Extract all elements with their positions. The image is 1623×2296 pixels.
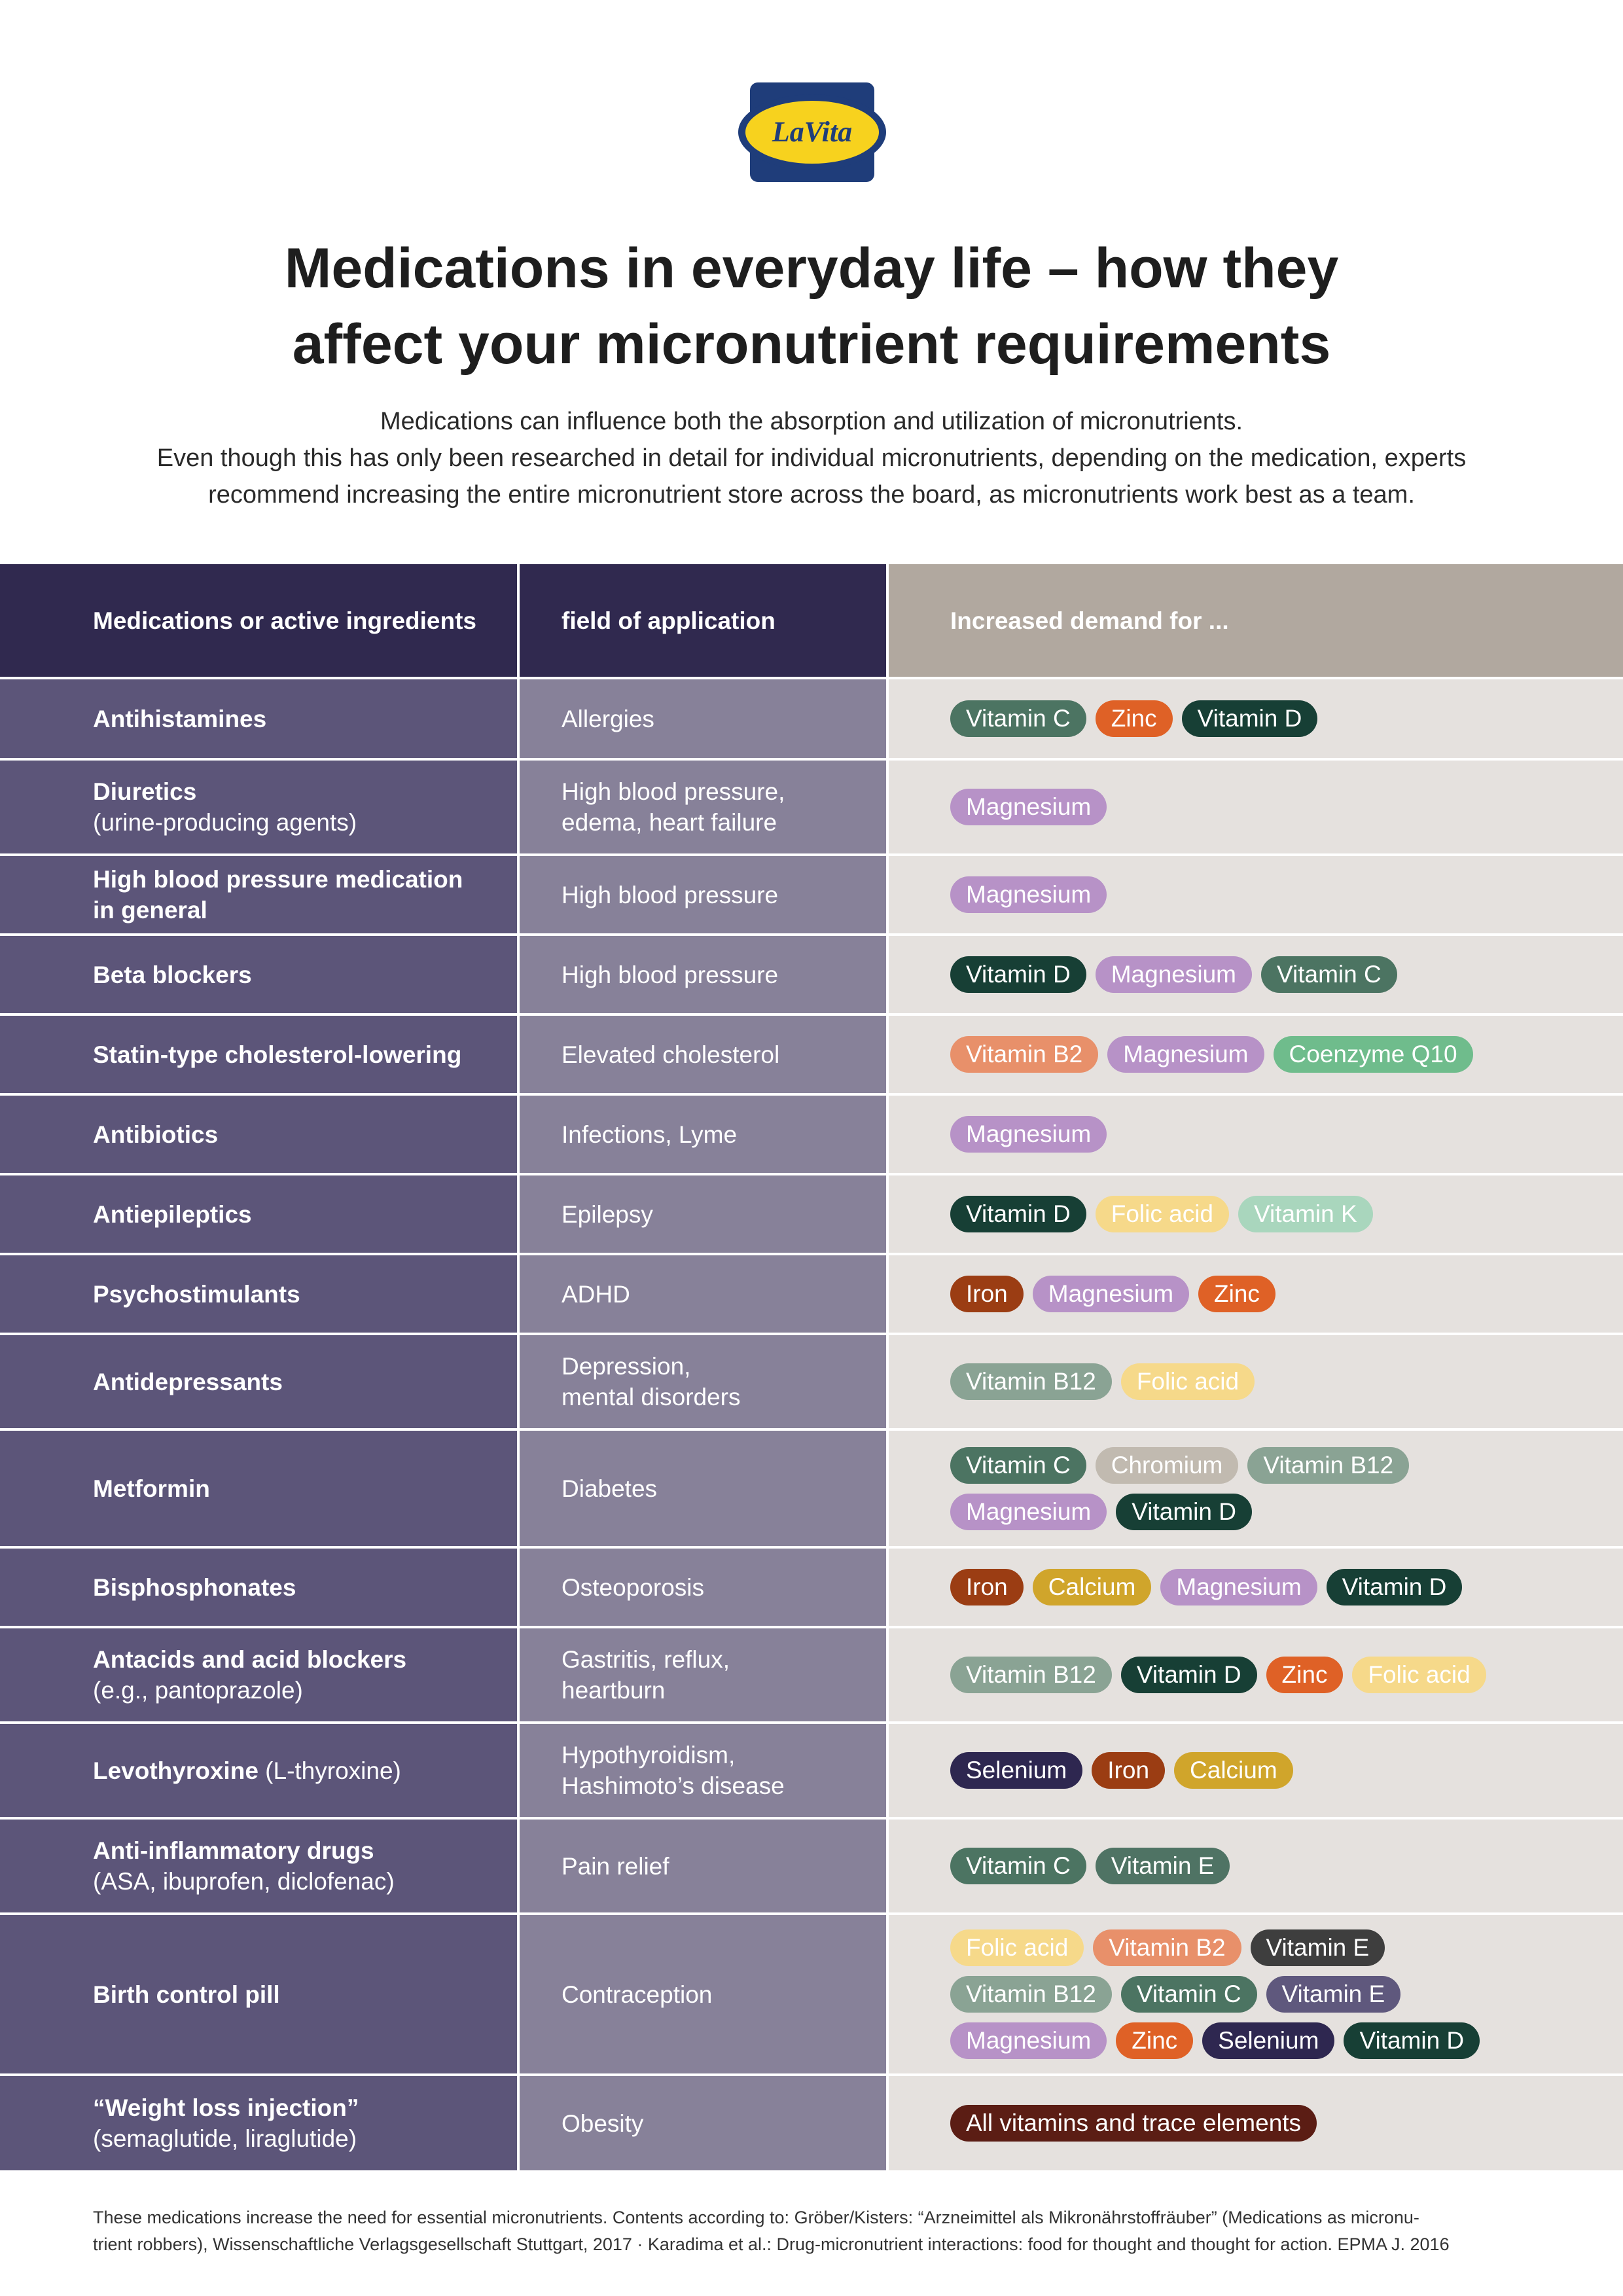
table-row (0, 1096, 1623, 1175)
medication-cell (0, 1431, 517, 1546)
medication-name: Statin-type cholesterol-lowering (93, 1041, 462, 1068)
demand-cell (889, 1724, 1623, 1817)
medication-name: Antibiotics (93, 1121, 219, 1148)
field-cell (517, 1255, 889, 1333)
demand-cell (889, 1016, 1623, 1093)
medication-name: Beta blockers (93, 961, 252, 988)
medication-cell (0, 1549, 517, 1626)
medication-cell (0, 1820, 517, 1912)
medication-name: High blood pressure medication in general (93, 866, 463, 924)
nutrient-pill: Zinc (1198, 1276, 1275, 1312)
field-of-application: Elevated cholesterol (562, 1041, 780, 1068)
medication-cell (0, 1724, 517, 1817)
table-row (0, 1628, 1623, 1724)
intro-line-1: Medications can influence both the absorption and utilization of micronutrients. (380, 408, 1243, 435)
nutrient-pill: Magnesium (1096, 956, 1252, 993)
medication-note: (urine-producing agents) (93, 809, 357, 836)
logo-graphic (738, 77, 886, 187)
demand-cell (889, 1915, 1623, 2073)
field-of-application: Diabetes (562, 1475, 658, 1502)
nutrient-pill: Vitamin D (1121, 1657, 1257, 1693)
nutrient-pill: Vitamin C (950, 1447, 1086, 1484)
field-of-application: Allergies (562, 705, 654, 732)
field-of-application: ADHD (562, 1280, 630, 1308)
field-of-application: High blood pressure (562, 881, 779, 908)
field-cell (517, 1335, 889, 1428)
medication-cell (0, 856, 517, 933)
nutrient-pill-list (950, 2105, 1603, 2142)
medication-line (93, 1755, 504, 1786)
medication-name: Metformin (93, 1475, 210, 1502)
nutrient-pill: Magnesium (1160, 1569, 1317, 1605)
nutrient-pill: Vitamin C (950, 1848, 1086, 1884)
medication-cell (0, 1016, 517, 1093)
nutrient-pill: Magnesium (950, 2022, 1107, 2059)
field-cell (517, 936, 889, 1013)
nutrient-pill-list (950, 1036, 1603, 1073)
header-field: field of application (517, 564, 889, 677)
medication-name: Antidepressants (93, 1368, 283, 1395)
nutrient-pill: Vitamin D (950, 1196, 1086, 1232)
table-row (0, 2076, 1623, 2170)
nutrient-pill: Magnesium (1033, 1276, 1189, 1312)
nutrient-pill: Vitamin D (1344, 2022, 1480, 2059)
field-cell (517, 761, 889, 853)
field-cell (517, 1628, 889, 1721)
nutrient-pill: Coenzyme Q10 (1274, 1036, 1473, 1073)
nutrient-pill: Calcium (1174, 1752, 1293, 1789)
field-of-application: Depression, mental disorders (562, 1353, 741, 1410)
nutrient-pill-list (950, 789, 1603, 825)
nutrient-pill: Calcium (1033, 1569, 1152, 1605)
table-row (0, 1915, 1623, 2076)
medication-cell (0, 2076, 517, 2170)
nutrient-pill: Vitamin E (1096, 1848, 1230, 1884)
demand-cell (889, 761, 1623, 853)
page-title (0, 230, 1623, 382)
field-of-application: High blood pressure, edema, heart failure (562, 778, 785, 836)
nutrient-pill: Vitamin D (1116, 1494, 1252, 1530)
field-cell (517, 679, 889, 758)
demand-cell (889, 1431, 1623, 1546)
medication-name: Bisphosphonates (93, 1573, 296, 1601)
field-cell (517, 2076, 889, 2170)
medication-cell (0, 1628, 517, 1721)
medication-name: Antihistamines (93, 705, 267, 732)
medication-cell (0, 679, 517, 758)
nutrient-pill: Vitamin D (1327, 1569, 1463, 1605)
intro-line-3: recommend increasing the entire micronutrient store across the board, as micronutrients work best as a team. (208, 481, 1415, 509)
nutrient-pill: Magnesium (950, 789, 1107, 825)
field-of-application: High blood pressure (562, 961, 779, 988)
nutrient-pill-list (950, 1196, 1603, 1232)
field-of-application: Obesity (562, 2109, 644, 2137)
field-cell (517, 856, 889, 933)
nutrient-pill: Folic acid (1121, 1363, 1255, 1400)
nutrient-pill-list (950, 956, 1603, 993)
field-of-application: Osteoporosis (562, 1573, 704, 1601)
nutrient-pill: Zinc (1266, 1657, 1344, 1693)
footer-line-1: These medications increase the need for essential micronutrients. Contents according to: Gröber/Kisters: “Arzneimittel als Mikronährstoffräuber” (Medications as micronu- (93, 2208, 1419, 2227)
field-cell (517, 1431, 889, 1546)
title-line-1: Medications in everyday life – how they (284, 237, 1339, 300)
nutrient-pill-list (950, 1752, 1603, 1789)
nutrient-pill: Folic acid (1096, 1196, 1229, 1232)
table-row (0, 679, 1623, 761)
medication-cell (0, 1175, 517, 1253)
demand-cell (889, 1335, 1623, 1428)
medication-name: Diuretics (93, 778, 197, 805)
medication-name: Antacids and acid blockers (93, 1646, 407, 1673)
field-cell (517, 1549, 889, 1626)
nutrient-pill-list (950, 1363, 1603, 1400)
field-of-application: Contraception (562, 1981, 713, 2008)
nutrient-pill: Magnesium (950, 1494, 1107, 1530)
demand-cell (889, 856, 1623, 933)
nutrient-pill-list (950, 1657, 1603, 1693)
nutrient-pill-list (950, 1276, 1603, 1312)
header-demand: Increased demand for ... (889, 564, 1623, 677)
nutrient-pill: Vitamin B12 (1247, 1447, 1409, 1484)
header-medication: Medications or active ingredients (0, 564, 517, 677)
nutrient-pill: Vitamin D (950, 956, 1086, 993)
medication-name: Birth control pill (93, 1981, 280, 2008)
field-cell (517, 1820, 889, 1912)
nutrient-pill: Vitamin B12 (950, 1657, 1112, 1693)
nutrient-pill: Vitamin C (1121, 1976, 1257, 2013)
demand-cell (889, 1820, 1623, 1912)
nutrient-pill-list (950, 1569, 1603, 1605)
footer-sources (93, 2204, 1598, 2258)
nutrient-pill: Chromium (1096, 1447, 1239, 1484)
nutrient-pill: Selenium (1202, 2022, 1334, 2059)
demand-cell (889, 2076, 1623, 2170)
field-of-application: Gastritis, reflux, heartburn (562, 1646, 730, 1704)
field-of-application: Hypothyroidism, Hashimoto’s disease (562, 1742, 785, 1799)
nutrient-pill: Vitamin E (1251, 1929, 1385, 1966)
nutrient-pill: Vitamin D (1182, 700, 1318, 737)
nutrient-pill: Folic acid (950, 1929, 1084, 1966)
nutrient-pill: Folic acid (1352, 1657, 1486, 1693)
nutrient-pill: Vitamin B12 (950, 1976, 1112, 2013)
table-row (0, 1724, 1623, 1820)
table-row (0, 1016, 1623, 1096)
nutrient-pill: Vitamin B2 (950, 1036, 1098, 1073)
medication-note: (e.g., pantoprazole) (93, 1677, 303, 1704)
table-header-row (0, 564, 1623, 679)
footer-line-2: trient robbers), Wissenschaftliche Verlagsgesellschaft Stuttgart, 2017 · Karadima et al.: Drug-micronutrient interactions: food for thought and thought for action. EPMA J. 2016 (93, 2234, 1450, 2254)
nutrient-pill: Zinc (1116, 2022, 1193, 2059)
intro-line-2: Even though this has only been researched in detail for individual micronutrients, depending on the medication, experts (156, 444, 1467, 472)
nutrient-pill: Vitamin E (1266, 1976, 1401, 2013)
nutrient-pill-list (950, 700, 1603, 737)
demand-cell (889, 1175, 1623, 1253)
table-row (0, 1255, 1623, 1335)
medication-table (0, 564, 1623, 2170)
title-line-2: affect your micronutrient requirements (292, 313, 1331, 376)
nutrient-pill: Magnesium (950, 876, 1107, 913)
field-of-application: Pain relief (562, 1852, 669, 1880)
medication-cell (0, 761, 517, 853)
field-cell (517, 1016, 889, 1093)
nutrient-pill: All vitamins and trace elements (950, 2105, 1317, 2142)
demand-cell (889, 679, 1623, 758)
nutrient-pill: Zinc (1096, 700, 1173, 737)
field-cell (517, 1915, 889, 2073)
nutrient-pill: Iron (950, 1569, 1024, 1605)
medication-cell (0, 1255, 517, 1333)
medication-cell (0, 936, 517, 1013)
nutrient-pill-list (950, 1116, 1603, 1153)
demand-cell (889, 1628, 1623, 1721)
medication-cell (0, 1915, 517, 2073)
medication-name: Anti-inflammatory drugs (93, 1837, 374, 1864)
field-cell (517, 1175, 889, 1253)
nutrient-pill-list (950, 1447, 1500, 1530)
medication-name: Antiepileptics (93, 1200, 252, 1228)
field-of-application: Epilepsy (562, 1200, 653, 1228)
lavita-logo (738, 77, 886, 187)
table-row (0, 1549, 1623, 1628)
medication-name: Psychostimulants (93, 1280, 300, 1308)
demand-cell (889, 1255, 1623, 1333)
nutrient-pill-list (950, 876, 1603, 913)
nutrient-pill: Selenium (950, 1752, 1082, 1789)
table-row (0, 1431, 1623, 1549)
medication-note: (ASA, ibuprofen, diclofenac) (93, 1868, 395, 1895)
medication-note: (semaglutide, liraglutide) (93, 2125, 357, 2152)
nutrient-pill: Vitamin B2 (1093, 1929, 1241, 1966)
nutrient-pill: Magnesium (950, 1116, 1107, 1153)
medication-note: (L-thyroxine) (258, 1757, 401, 1784)
medication-name: Levothyroxine (93, 1757, 259, 1784)
logo-text: LaVita (772, 116, 853, 148)
nutrient-pill-list (950, 1848, 1603, 1884)
nutrient-pill: Magnesium (1107, 1036, 1264, 1073)
demand-cell (889, 1096, 1623, 1173)
medication-cell (0, 1096, 517, 1173)
field-of-application: Infections, Lyme (562, 1121, 738, 1148)
medication-name: “Weight loss injection” (93, 2094, 359, 2121)
field-cell (517, 1096, 889, 1173)
nutrient-pill: Iron (950, 1276, 1024, 1312)
table-row (0, 1820, 1623, 1915)
table-row (0, 761, 1623, 856)
demand-cell (889, 1549, 1623, 1626)
medication-cell (0, 1335, 517, 1428)
field-cell (517, 1724, 889, 1817)
nutrient-pill-list (950, 1929, 1539, 2059)
table-row (0, 1335, 1623, 1431)
intro-text (0, 403, 1623, 513)
nutrient-pill: Vitamin B12 (950, 1363, 1112, 1400)
nutrient-pill: Vitamin C (950, 700, 1086, 737)
table-row (0, 936, 1623, 1016)
table-row (0, 1175, 1623, 1255)
nutrient-pill: Vitamin K (1238, 1196, 1373, 1232)
nutrient-pill: Vitamin C (1261, 956, 1397, 993)
table-row (0, 856, 1623, 936)
demand-cell (889, 936, 1623, 1013)
nutrient-pill: Iron (1092, 1752, 1165, 1789)
